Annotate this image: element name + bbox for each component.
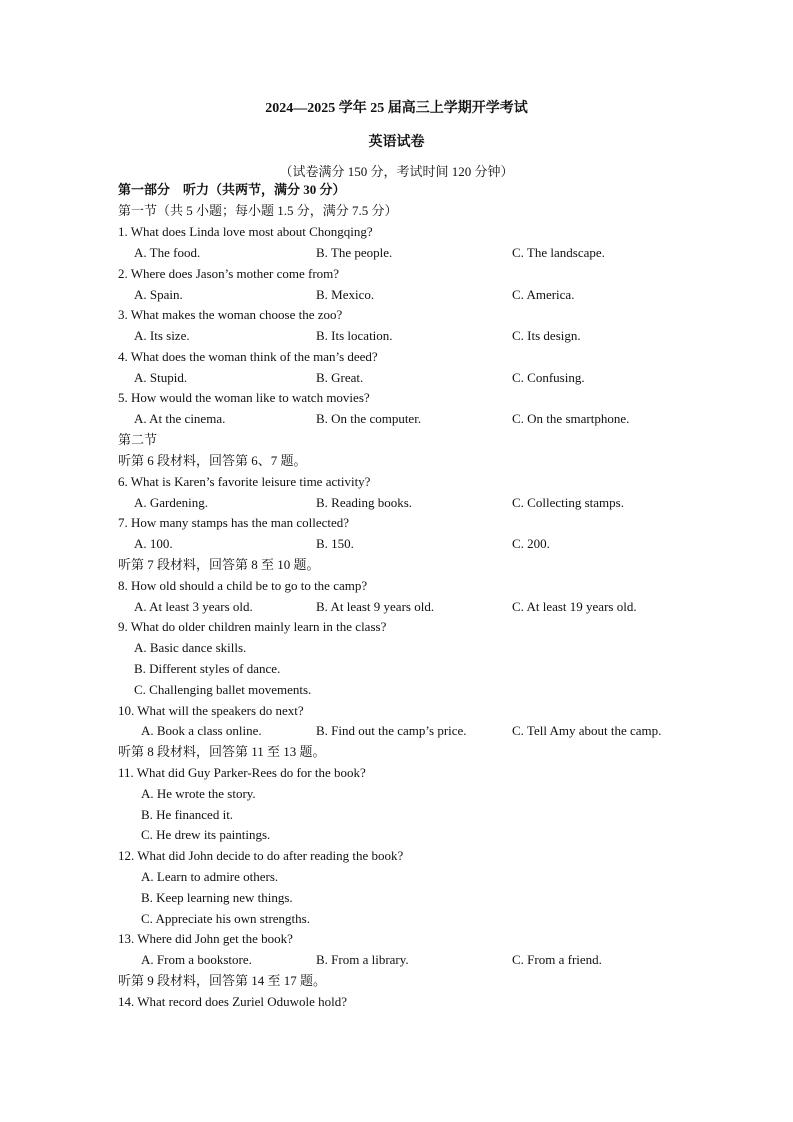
option-c: C. The landscape. — [512, 245, 605, 260]
option-a: A. At the cinema. — [134, 411, 226, 426]
material-instruction: 听第 7 段材料，回答第 8 至 10 题。 — [118, 557, 320, 572]
option-a: A. 100. — [134, 536, 173, 551]
option-a: A. Book a class online. — [141, 723, 262, 738]
question-text: 9. What do older children mainly learn in the class? — [118, 619, 387, 634]
option-c: C. Appreciate his own strengths. — [141, 911, 310, 926]
part1-heading: 第一部分 听力（共两节，满分 30 分） — [118, 182, 346, 197]
option-a: A. He wrote the story. — [141, 786, 256, 801]
option-b: B. The people. — [316, 245, 393, 260]
option-a: A. Learn to admire others. — [141, 869, 279, 884]
exam-title: 2024—2025 学年 25 届高三上学期开学考试 — [265, 101, 528, 116]
option-c: C. At least 19 years old. — [512, 599, 637, 614]
option-c: C. Collecting stamps. — [512, 495, 624, 510]
question-text: 11. What did Guy Parker-Rees do for the book? — [118, 765, 366, 780]
option-b: B. 150. — [316, 536, 354, 551]
option-c: C. He drew its paintings. — [141, 827, 271, 842]
question-text: 14. What record does Zuriel Oduwole hold? — [118, 994, 347, 1009]
question-text: 5. How would the woman like to watch movies? — [118, 390, 370, 405]
option-a: A. From a bookstore. — [141, 952, 252, 967]
material-instruction: 听第 6 段材料，回答第 6、7 题。 — [118, 453, 307, 468]
question-text: 13. Where did John get the book? — [118, 931, 293, 946]
option-b: B. At least 9 years old. — [316, 599, 435, 614]
option-c: C. 200. — [512, 536, 550, 551]
option-a: A. Spain. — [134, 287, 183, 302]
option-b: B. Its location. — [316, 328, 393, 343]
question-text: 2. Where does Jason’s mother come from? — [118, 266, 340, 281]
option-a: A. Its size. — [134, 328, 190, 343]
material-instruction: 听第 9 段材料，回答第 14 至 17 题。 — [118, 973, 327, 988]
option-c: C. Tell Amy about the camp. — [512, 723, 662, 738]
option-a: A. Gardening. — [134, 495, 209, 510]
question-text: 8. How old should a child be to go to the camp? — [118, 578, 368, 593]
option-b: B. From a library. — [316, 952, 409, 967]
question-text: 1. What does Linda love most about Chongqing? — [118, 224, 373, 239]
option-a: A. The food. — [134, 245, 201, 260]
option-b: B. Reading books. — [316, 495, 413, 510]
section2-heading: 第二节 — [118, 432, 158, 447]
question-text: 7. How many stamps has the man collected? — [118, 515, 350, 530]
material-instruction: 听第 8 段材料，回答第 11 至 13 题。 — [118, 744, 326, 759]
option-c: C. On the smartphone. — [512, 411, 630, 426]
option-c: C. Its design. — [512, 328, 581, 343]
question-text: 6. What is Karen’s favorite leisure time activity? — [118, 474, 371, 489]
option-b: B. Mexico. — [316, 287, 375, 302]
option-c: C. Challenging ballet movements. — [134, 682, 312, 697]
option-a: A. At least 3 years old. — [134, 599, 253, 614]
question-text: 3. What makes the woman choose the zoo? — [118, 307, 343, 322]
exam-note: （试卷满分 150 分，考试时间 120 分钟） — [279, 164, 514, 179]
option-c: C. From a friend. — [512, 952, 602, 967]
option-b: B. Great. — [316, 370, 364, 385]
exam-subject: 英语试卷 — [368, 135, 425, 150]
question-text: 4. What does the woman think of the man’s deed? — [118, 349, 378, 364]
option-b: B. Keep learning new things. — [141, 890, 293, 905]
option-b: B. Find out the camp’s price. — [316, 723, 467, 738]
option-a: A. Basic dance skills. — [134, 640, 247, 655]
option-a: A. Stupid. — [134, 370, 188, 385]
option-b: B. Different styles of dance. — [134, 661, 281, 676]
option-b: B. On the computer. — [316, 411, 422, 426]
section1-heading: 第一节（共 5 小题；每小题 1.5 分，满分 7.5 分） — [118, 203, 398, 218]
option-b: B. He financed it. — [141, 807, 234, 822]
question-text: 10. What will the speakers do next? — [118, 703, 304, 718]
option-c: C. Confusing. — [512, 370, 585, 385]
question-text: 12. What did John decide to do after reading the book? — [118, 848, 404, 863]
option-c: C. America. — [512, 287, 575, 302]
